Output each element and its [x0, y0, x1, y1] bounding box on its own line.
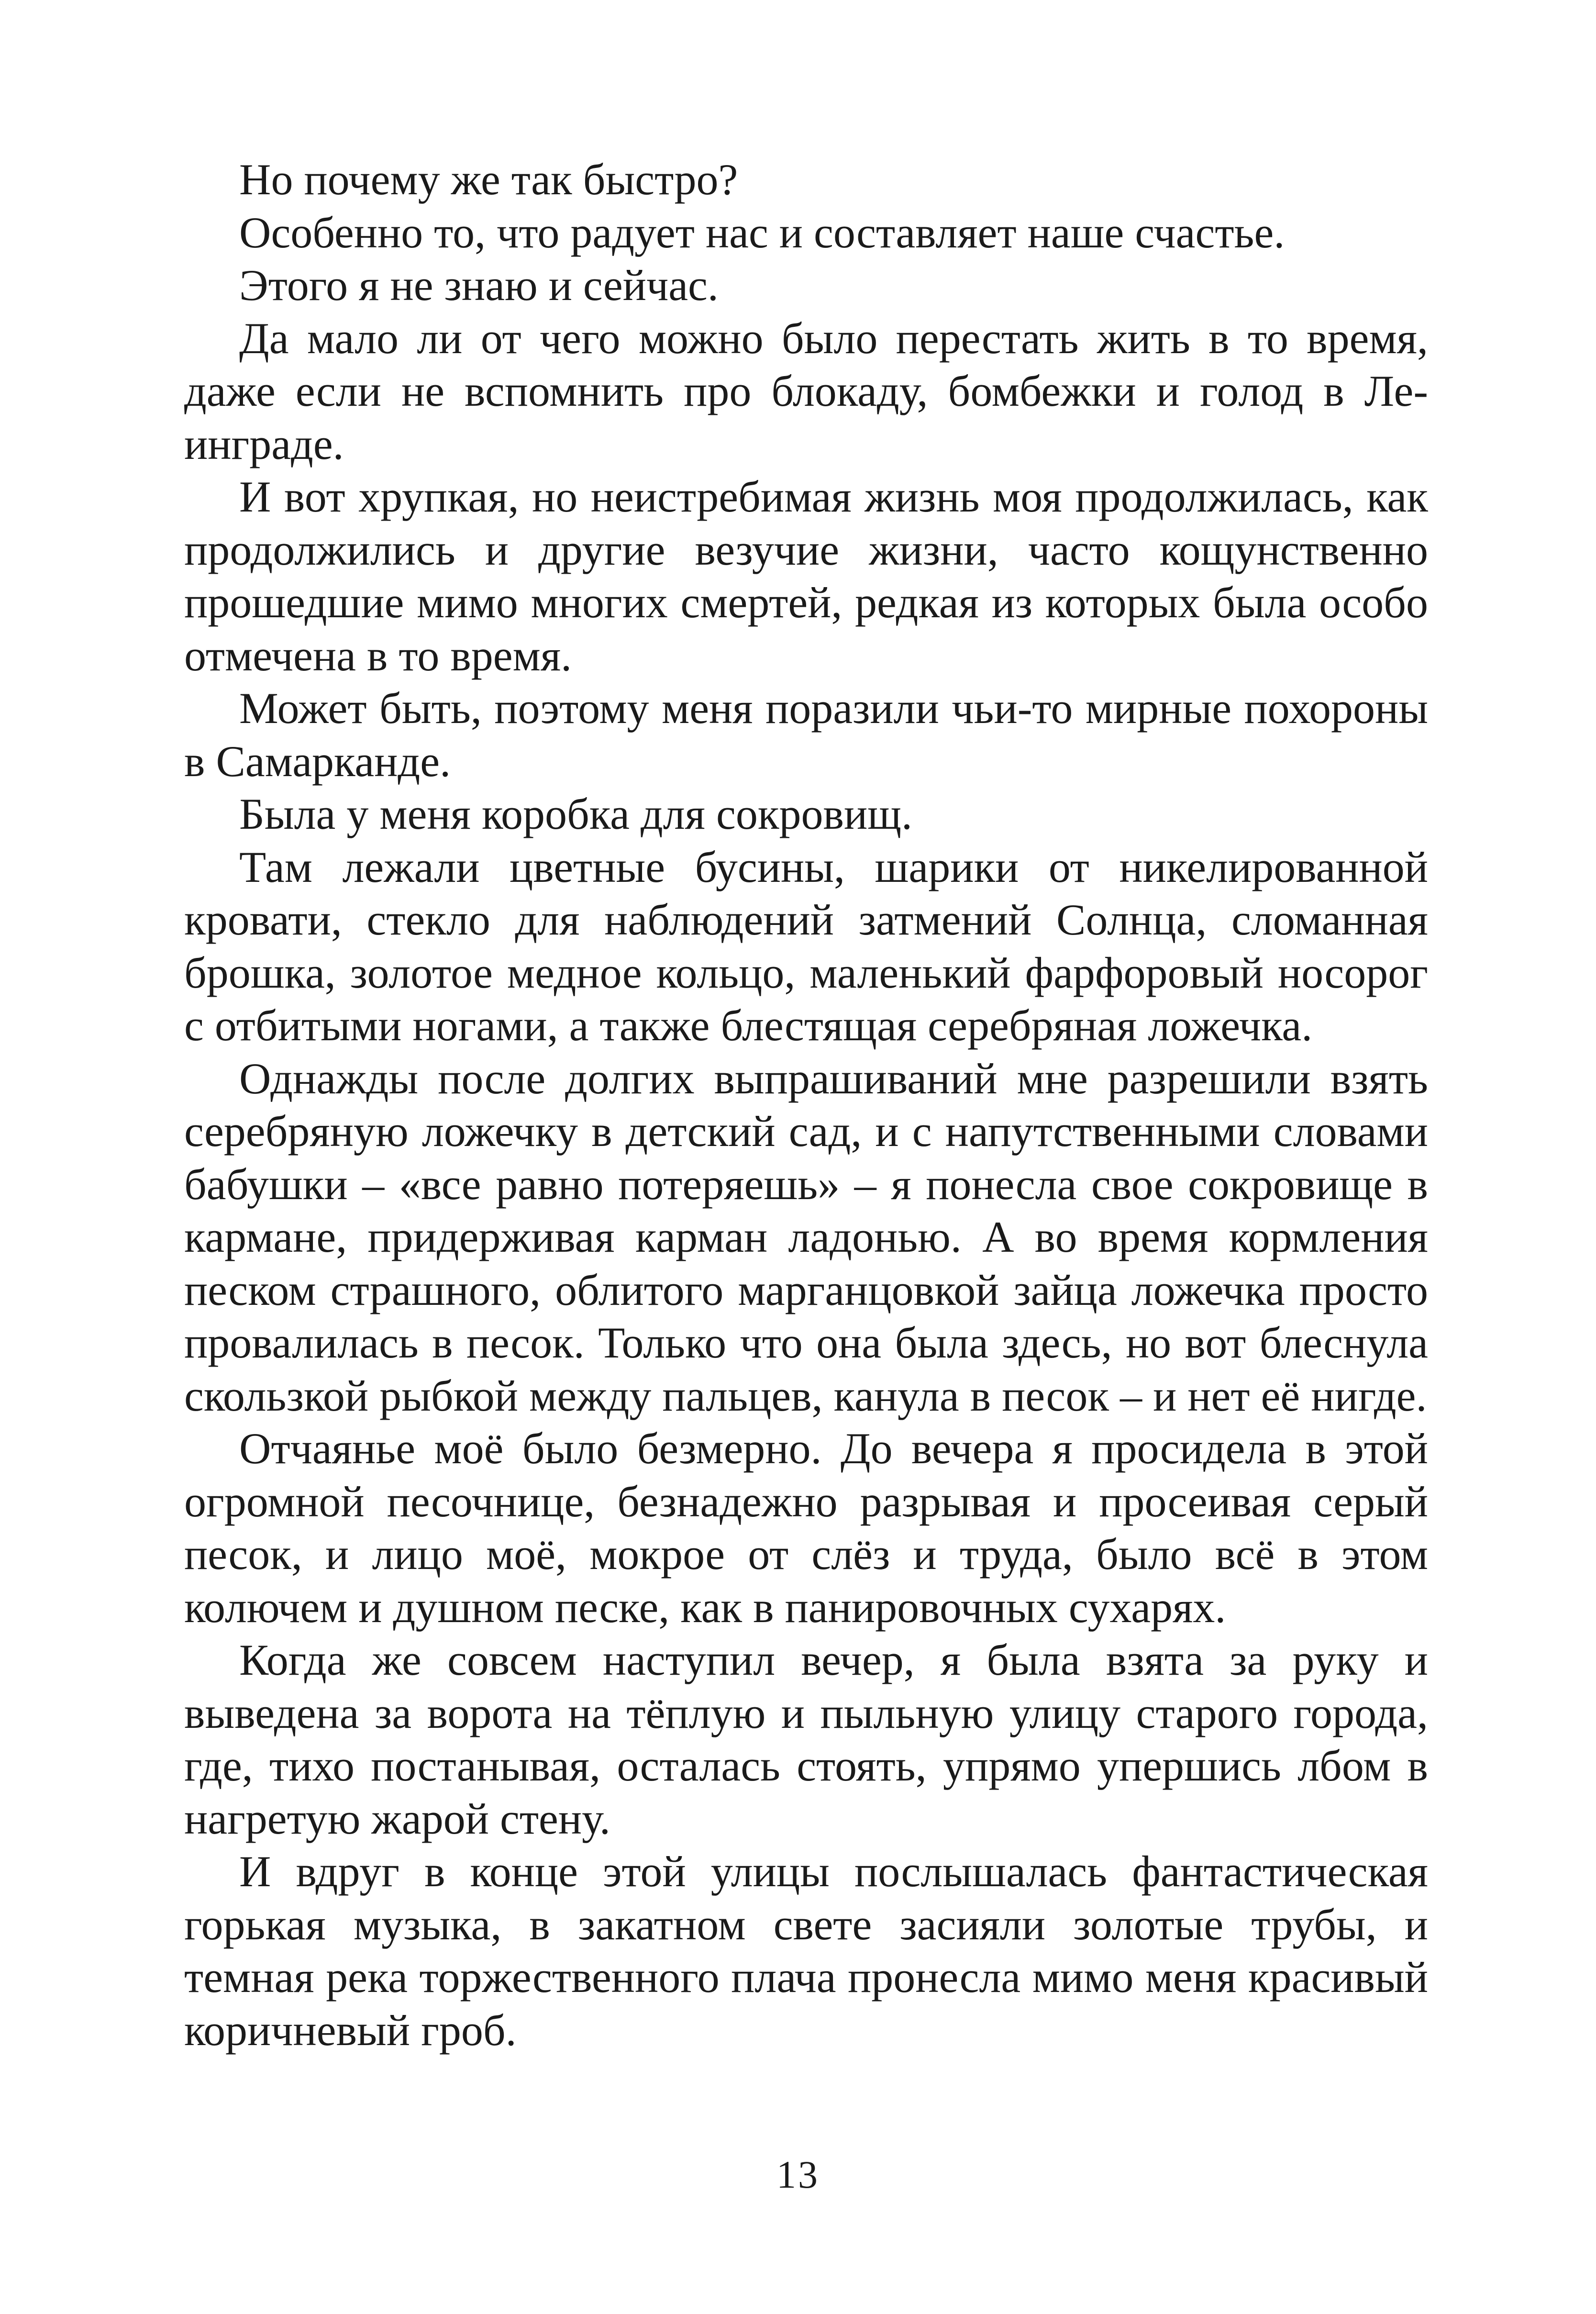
paragraph-9: Однажды после долгих выпрашиваний мне разрешили взять серебряную ложечку в детский сад, и с напутственными словами бабушки – «все равно потеряешь» – я понесла свое сокровище в кармане, придерживая карман ладонью. А во время кормления песком страшного, облитого марганцовкой зайца ложечка просто провалилась в песок. Только что она была здесь, но вот блеснула скользкой рыбкой между пальцев, канула в песок – и нет её нигде.	[184, 1054, 1428, 1420]
paragraph-3: Этого я не знаю и сейчас.	[239, 261, 719, 310]
paragraph-11: Когда же совсем наступил вечер, я была взята за руку и выведена за ворота на тёплую и пыльную улицу старого города, где, тихо постанывая, осталась стоять, упрямо упершись лбом в нагретую жарой стену.	[184, 1635, 1428, 1843]
paragraph-7: Была у меня коробка для сокровищ.	[239, 790, 913, 838]
paragraph-10: Отчаянье моё было безмерно. До вечера я просидела в этой огромной песочнице, безнадежно разрывая и просеивая серый песок, и лицо моё, мокрое от слёз и труда, было всё в этом колючем и душном песке, как в панировочных сухарях.	[184, 1424, 1428, 1632]
paragraph-6: Может быть, поэтому меня поразили чьи-то мирные похороны в Самарканде.	[184, 684, 1428, 786]
paragraph-4: Да мало ли от чего можно было перестать жить в то время, даже если не вспомнить про блокаду, бомбежки и голод в Леинграде.	[184, 313, 1428, 468]
paragraph-12: И вдруг в конце этой улицы послышалась фантастическая горькая музыка, в закатном свете засияли золотые трубы, и темная река торжественного плача пронесла мимо меня красивый коричневый гроб.	[184, 1847, 1428, 2055]
body-text	[184, 153, 1428, 2057]
paragraph-5: И вот хрупкая, но неистребимая жизнь моя продолжилась, как продолжились и другие везучие жизни, часто кощунственно прошедшие мимо многих смертей, редкая из которых была особо отмечена в то время.	[184, 472, 1428, 680]
paragraph-8: Там лежали цветные бусины, шарики от никелированной кровати, стекло для наблюдений затмений Солнца, сломанная брошка, золотое медное кольцо, маленький фарфоровый носорог с отбитыми ногами, а также блестящая серебряная ложечка.	[184, 842, 1428, 1050]
paragraph-1: Но почему же так быстро?	[239, 155, 738, 204]
page-number: 13	[776, 2153, 820, 2196]
paragraph-2: Особенно то, что радует нас и составляет наше счастье.	[239, 208, 1285, 257]
